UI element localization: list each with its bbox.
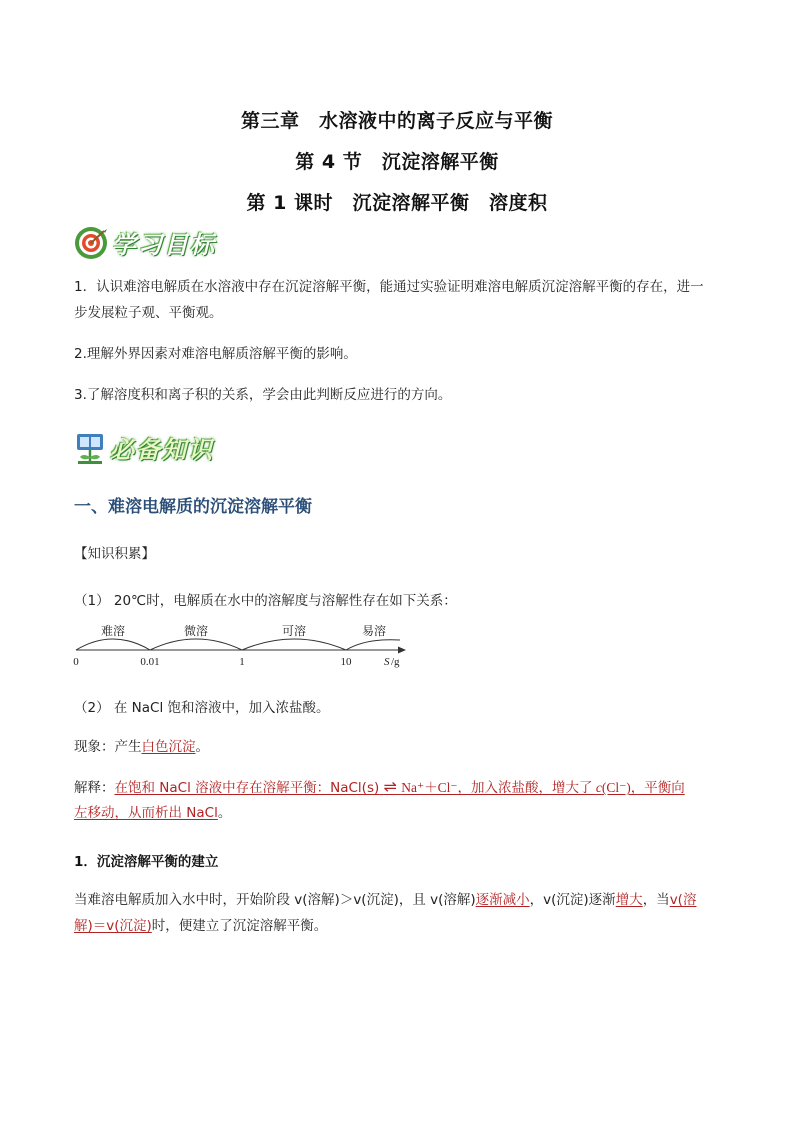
item-1-text: （1） 20℃时，电解质在水中的溶解度与溶解性存在如下关系： xyxy=(74,593,457,609)
phenomenon-line xyxy=(74,734,724,760)
explanation-answer-part-2: 左移动，从而析出 NaCl xyxy=(74,805,218,821)
learning-goals-badge xyxy=(74,225,216,260)
book-sprout-icon xyxy=(74,431,106,465)
lesson-title: 第 1 课时 沉淀溶解平衡 溶度积 xyxy=(246,192,548,214)
scale-arc-2 xyxy=(150,639,242,650)
phenomenon-end: 。 xyxy=(195,739,209,755)
goal-3: 3.了解溶度积和离子积的关系，学会由此判断反应进行的方向。 xyxy=(74,387,452,403)
explanation-text-2: Na⁺＋Cl⁻，加入浓盐酸，增大了 xyxy=(401,780,596,795)
establish-answer-1: 逐渐减小 xyxy=(475,892,530,908)
learning-goals-label: 学习目标 xyxy=(112,231,216,259)
establish-text-1: 当难溶电解质加入水中时，开始阶段 v(溶解)＞v(沉淀)，且 v(溶解) xyxy=(74,892,476,908)
chapter-title: 第三章 水溶液中的离子反应与平衡 xyxy=(240,110,553,132)
scale-label-slightly-soluble: 微溶 xyxy=(183,624,209,638)
establish-answer-3b: 解)＝v(沉淀) xyxy=(74,918,152,934)
explanation-end: 。 xyxy=(217,805,232,821)
solubility-scale-diagram xyxy=(68,620,418,670)
scale-arc-1 xyxy=(76,639,150,650)
phenomenon-answer: 白色沉淀 xyxy=(141,739,196,755)
scale-tick-10: 10 xyxy=(340,656,352,668)
explanation-label: 解释： xyxy=(74,780,115,796)
scale-label-very-soluble: 易溶 xyxy=(361,624,387,638)
subsection-heading: 1．沉淀溶解平衡的建立 xyxy=(74,854,219,870)
concentration-symbol: c xyxy=(595,780,602,795)
scale-label-insoluble: 难溶 xyxy=(100,624,126,638)
phenomenon-label: 现象：产生 xyxy=(74,739,142,755)
establish-text-4: 时，便建立了沉淀溶解平衡。 xyxy=(151,918,328,934)
item-2-text: （2） 在 NaCl 饱和溶液中，加入浓盐酸。 xyxy=(74,700,330,716)
establish-line-2 xyxy=(74,913,724,939)
explanation-line-2 xyxy=(74,800,724,826)
essential-knowledge-badge xyxy=(74,430,214,465)
section-title: 第 4 节 沉淀溶解平衡 xyxy=(295,151,499,173)
scale-tick-0: 0 xyxy=(73,656,79,668)
scale-arc-3 xyxy=(242,639,346,650)
scale-unit-g: /g xyxy=(391,656,400,668)
scale-axis-arrow xyxy=(398,647,406,654)
essential-knowledge-label: 必备知识 xyxy=(110,436,214,464)
explanation-text-3: (Cl⁻)，平衡向 xyxy=(601,780,685,795)
scale-label-soluble: 可溶 xyxy=(281,624,307,638)
scale-tick-0-01: 0.01 xyxy=(140,656,160,668)
target-icon xyxy=(74,226,108,260)
goal-1-line-2: 步发展粒子观、平衡观。 xyxy=(74,305,223,321)
goal-2: 2.理解外界因素对难溶电解质溶解平衡的影响。 xyxy=(74,346,357,362)
explanation-text-1: 在饱和 NaCl 溶液中存在溶解平衡：NaCl(s) xyxy=(114,780,380,796)
scale-unit-s: S xyxy=(384,656,390,668)
knowledge-accumulation-label: 【知识积累】 xyxy=(74,546,155,562)
scale-arc-4 xyxy=(346,640,400,650)
goal-1-line-1: 1．认识难溶电解质在水溶液中存在沉淀溶解平衡，能通过实验证明难溶电解质沉淀溶解平衡的存在，进一 xyxy=(74,279,704,295)
establish-text-2: ，v(沉淀)逐渐 xyxy=(529,892,616,908)
establish-answer-2: 增大 xyxy=(615,892,643,908)
establish-text-3: ，当 xyxy=(642,892,670,908)
explanation-answer-part-1 xyxy=(114,777,685,796)
section-heading: 一、难溶电解质的沉淀溶解平衡 xyxy=(74,497,312,517)
explanation-line-1 xyxy=(74,774,724,801)
equilibrium-arrow: ⇌ xyxy=(383,777,397,796)
establish-answer-3: v(溶 xyxy=(669,892,697,908)
scale-tick-1: 1 xyxy=(239,656,245,668)
solubility-scale-svg xyxy=(68,620,418,670)
establish-line-1 xyxy=(74,887,724,913)
